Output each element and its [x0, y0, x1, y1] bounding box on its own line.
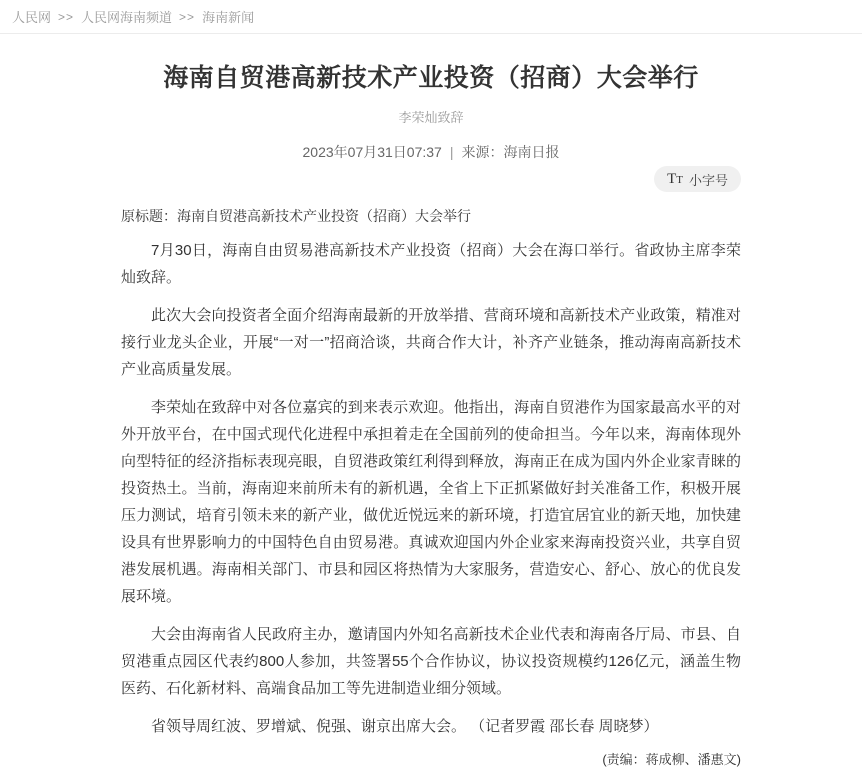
page-title: 海南自贸港高新技术产业投资（招商）大会举行 — [163, 64, 699, 92]
breadcrumb-item-hainan-channel[interactable]: 人民网海南频道 — [81, 10, 173, 25]
breadcrumb-separator: >> — [58, 9, 75, 24]
font-size-icon: TT — [667, 170, 683, 187]
source-label: 来源：海南日报 — [461, 144, 560, 160]
paragraph: 7月30日，海南自由贸易港高新技术产业投资（招商）大会在海口举行。省政协主席李荣灿致辞。 — [121, 242, 741, 286]
article-container — [121, 61, 741, 768]
paragraph: 此次大会向投资者全面介绍海南最新的开放举措、营商环境和高新技术产业政策，精准对接行业龙头企业，开展“一对一”招商洽谈，共商合作大计，补齐产业链条，推动海南高新技术产业高质量发展。 — [121, 307, 741, 378]
paragraph: 省领导周红波、罗增斌、倪强、谢京出席大会。 （记者罗霞 邵长春 周晓梦） — [151, 718, 659, 735]
breadcrumb-item-home[interactable]: 人民网 — [12, 10, 52, 25]
breadcrumb-item-hainan-news[interactable]: 海南新闻 — [202, 10, 255, 25]
original-title-line: 原标题：海南自贸港高新技术产业投资（招商）大会举行 — [121, 208, 471, 224]
publish-date: 2023年07月31日07:37 — [302, 144, 442, 160]
font-size-label: 小字号 — [688, 172, 728, 188]
article-body — [121, 206, 741, 768]
paragraph: 大会由海南省人民政府主办，邀请国内外知名高新技术企业代表和海南各厅局、市县、自贸港重点园区代表约800人参加，共签署55个合作协议，协议投资规模约126亿元，涵盖生物医药、石化新材料、高端食品加工等先进制造业细分领域。 — [121, 626, 741, 697]
meta-separator: | — [449, 144, 454, 160]
paragraph: 李荣灿在致辞中对各位嘉宾的到来表示欢迎。他指出，海南自贸港作为国家最高水平的对外开放平台，在中国式现代化进程中承担着走在全国前列的使命担当。今年以来，海南体现外向型特征的经济指标表现亮眼，自贸港政策红利得到释放，海南正在成为国内外企业家青睐的投资热土。当前，海南迎来前所未有的新机遇，全省上下正抓紧做好封关准备工作，积极开展压力测试，培育引领未来的新产业，做优近悦远来的新环境，打造宜居宜业的新天地，加快建设具有世界影响力的中国特色自由贸易港。真诚欢迎国内外企业家来海南投资兴业，共享自贸港发展机遇。海南相关部门、市县和园区将热情为大家服务，营造安心、舒心、放心的优良发展环境。 — [121, 399, 741, 605]
article-subtitle: 李荣灿致辞 — [398, 110, 464, 125]
article-meta — [121, 142, 741, 162]
font-size-button[interactable] — [654, 166, 741, 192]
article-toolbar — [121, 166, 741, 192]
breadcrumb-separator: >> — [179, 9, 196, 24]
breadcrumb — [0, 0, 862, 34]
editor-credit: (责编：蒋成柳、潘惠文) — [602, 752, 741, 767]
